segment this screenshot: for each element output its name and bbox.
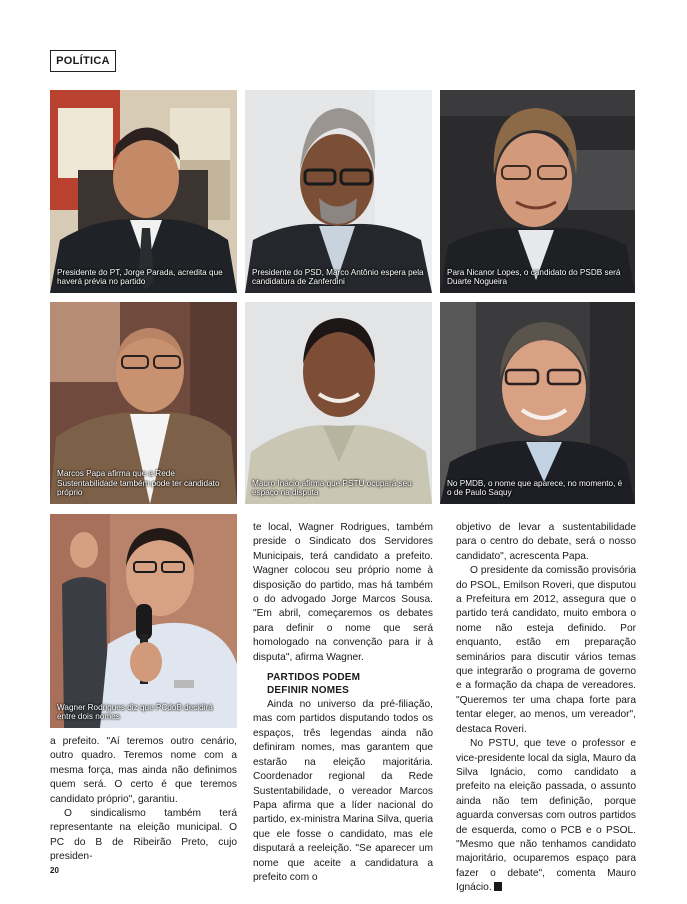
- photo-caption: Presidente do PT, Jorge Parada, acredita que haverá prévia no partido: [57, 267, 223, 287]
- photo-caption: Mauro Inácio afirma que PSTU ocupará seu espaço na disputa: [252, 478, 412, 498]
- paragraph: te local, Wagner Rodrigues, também preside o Sindicato dos Servidores Municipais, terá candidato a prefeito. Wagner colocou seu próprio nome à disposição do partido, mas há também o do advogado Jorge Marcos Sousa. "Em abril, começaremos os debates para definir o nome que será homologado na convenção para ir à disputa", afirma Wagner.: [253, 522, 433, 663]
- paragraph: [456, 737, 636, 895]
- photo-caption: Marcos Papa afirma que a Rede Sustentabilidade também pode ter candidato próprio: [57, 469, 220, 498]
- photo-nicanor-lopes: [440, 90, 635, 293]
- photo-wagner-rodrigues: [50, 514, 237, 728]
- subheading-line: DEFINIR NOMES: [267, 685, 350, 697]
- photo-marcos-papa: [50, 302, 237, 504]
- photo-caption: Wagner Rodrigues diz que PCdoB decidirá entre dois nomes: [57, 702, 213, 722]
- photo-mauro-inacio: [245, 302, 432, 504]
- portrait-image: [245, 90, 432, 293]
- photo-marco-antonio: [245, 90, 432, 293]
- subheading-line: PARTIDOS PODEM: [267, 672, 361, 684]
- page-number: 20: [50, 866, 59, 875]
- portrait-image: [245, 302, 432, 504]
- article-column-2: [253, 521, 433, 885]
- portrait-image: [440, 90, 635, 293]
- subheading: [267, 671, 433, 697]
- portrait-image: [440, 302, 635, 504]
- photo-caption: Presidente do PSD, Marco Antônio espera pela candidatura de Zanferdini: [252, 267, 424, 287]
- paragraph-text: No PSTU, que teve o professor e vice-presidente local da sigla, Mauro da Silva Ignácio, como candidato a prefeito na eleição passada, o assunto ainda não tem definição, porque aguarda conversas com outros partidos de esquerda, como o PCB e o PSOL. "Mesmo que não tenhamos candidato majoritário, ocuparemos espaço para fazer o debate", comenta Mauro Ignácio.: [456, 738, 636, 894]
- photo-paulo-saquy: [440, 302, 635, 504]
- paragraph: objetivo de levar a sustentabilidade para o centro do debate, será o nosso candidato", acrescenta Papa.: [456, 522, 636, 562]
- photo-caption: Para Nicanor Lopes, o candidato do PSDB será Duarte Nogueira: [447, 267, 621, 287]
- paragraph: a prefeito. "Aí teremos outro cenário, outro quadro. Teremos nome com a mesma força, mas ainda não definimos quem será. O certo é que teremos candidato próprio", garantiu.: [50, 736, 237, 805]
- section-tag: POLÍTICA: [50, 50, 116, 72]
- photo-jorge-parada: [50, 90, 237, 293]
- paragraph: O sindicalismo também terá representante na eleição municipal. O PC do B de Ribeirão Preto, cujo presiden-: [50, 808, 237, 863]
- photo-caption: No PMDB, o nome que aparece, no momento, é o de Paulo Saquy: [447, 478, 623, 498]
- paragraph: Ainda no universo da pré-filiação, mas com partidos disputando todos os espaços, três legendas ainda não definiram nomes, mas garantem que estarão na eleição majoritária. Coordenador regional da Rede Sustentabilidade, o vereador Marcos Papa afirma que a líder nacional do partido, ex-ministra Marina Silva, queria que ele fosse o candidato, mas ele disputará a reeleição. "Se aparecer um nome que aceite a candidatura a prefeito com o: [253, 699, 433, 883]
- article-column-3: [456, 521, 636, 896]
- end-of-article-mark: [494, 882, 502, 891]
- portrait-image: [50, 90, 237, 293]
- paragraph: O presidente da comissão provisória do PSOL, Emilson Roveri, que disputou a Prefeitura em 2012, assegura que o partido terá candidato, muito embora o nome não esteja definido. Por enquanto, estão em preparação seminários para discutir vários temas que integrarão o programa de governo e a formação da chapa de vereadores. "Queremos ter uma chapa forte para tentar eleger, ao menos, um vereador", destaca Roveri.: [456, 565, 636, 735]
- article-column-1: [50, 735, 237, 865]
- portrait-image: [50, 514, 237, 728]
